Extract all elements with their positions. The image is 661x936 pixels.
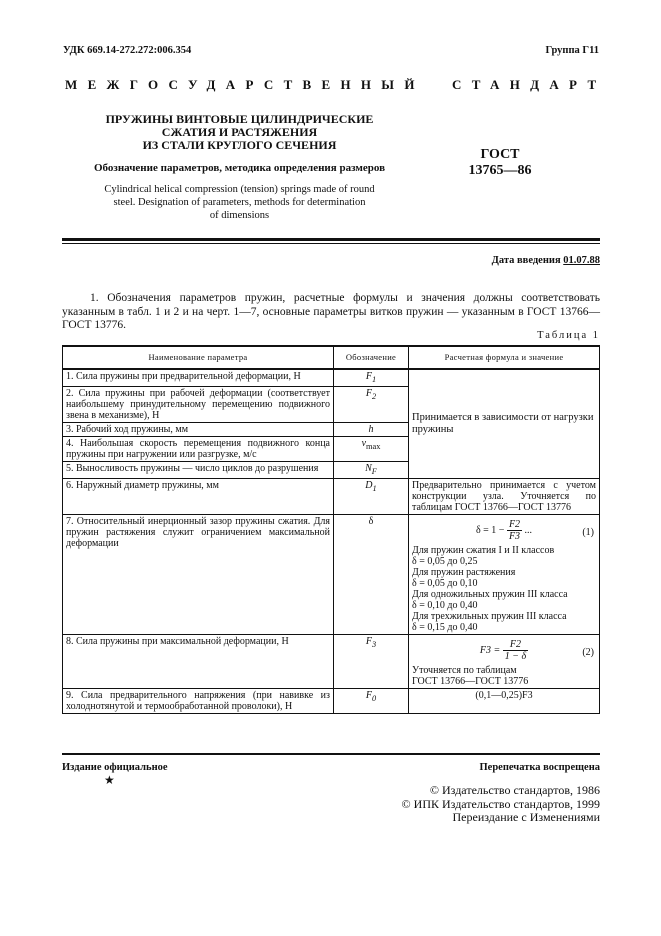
date-value: 01.07.88 (563, 255, 600, 266)
section-paragraph: 1. Обозначения параметров пружин, расчетные формулы и значения должны соответствовать указанным в табл. 1 и 2 и на черт. 1—7, основные параметры витков пружин — указанным в ГОСТ 13766—ГОСТ 13776. (62, 292, 600, 331)
copyright-line: © Издательство стандартов, 1986 (429, 783, 600, 797)
param-symbol: $N_F$ (334, 462, 409, 479)
formula-note: δ = 0,05 до 0,25 (412, 556, 478, 567)
edition-label: Издание официальное (62, 762, 168, 773)
document-subtitle: Обозначение параметров, методика определения размеров (93, 162, 386, 174)
table-row (63, 515, 600, 635)
formula-note: Уточняется по таблицам (412, 665, 517, 676)
table-row (63, 479, 600, 515)
param-name: 3. Рабочий ход пружины, мм (63, 423, 334, 437)
introduction-date (492, 255, 600, 266)
table-header-row (63, 346, 600, 369)
formula-cell (409, 515, 600, 635)
gost-designation (435, 147, 565, 179)
param-symbol: $F_2$ (334, 387, 409, 423)
equation-number: (1) (582, 527, 594, 538)
formula-2: F3 = $\frac{F2}{1 - \delta}$ (2) (479, 639, 594, 662)
title-line: ПРУЖИНЫ ВИНТОВЫЕ ЦИЛИНДРИЧЕСКИЕ (105, 112, 374, 126)
param-name: 7. Относительный инерционный зазор пружины сжатия. Для пружин растяжения служит ограничением максимальной деформации (63, 515, 334, 635)
standard-type-word1: МЕЖГОСУДАРСТВЕННЫЙ (65, 77, 425, 92)
title-en-line: of dimensions (209, 210, 270, 221)
document-title-ru (62, 113, 417, 152)
document-title-en (62, 183, 417, 222)
param-name: 1. Сила пружины при предварительной деформации, Н (63, 369, 334, 387)
table-row (63, 689, 600, 714)
udk-code: УДК 669.14-272.272:006.354 (63, 45, 192, 56)
header-parameter: Наименование параметра (63, 346, 334, 369)
header-formula: Расчетная формула и значение (409, 346, 600, 369)
header-divider-thin (62, 243, 600, 244)
copyright-block (402, 784, 600, 825)
formula-note: Для пружин сжатия I и II классов (412, 545, 555, 556)
param-symbol: $F_1$ (334, 369, 409, 387)
formula-note: ГОСТ 13766—ГОСТ 13776 (412, 676, 529, 687)
formula-text: Предварительно принимается с учетом конструкции узла. Уточняется по таблицам ГОСТ 13766—ГОСТ 13776 (409, 479, 600, 515)
gost-number: 13765—86 (468, 163, 532, 178)
parameters-table (62, 345, 600, 714)
title-en-line: steel. Designation of parameters, methods for determination (113, 197, 366, 208)
formula-note: Для трехжильных пружин III класса (412, 611, 567, 622)
title-line: ИЗ СТАЛИ КРУГЛОГО СЕЧЕНИЯ (142, 138, 337, 152)
param-symbol: $F_3$ (334, 635, 409, 689)
merged-formula: Принимается в зависимости от нагрузки пружины (409, 369, 600, 479)
star-icon: ★ (104, 773, 115, 787)
table-row (63, 635, 600, 689)
footer-divider (62, 753, 600, 755)
param-symbol: δ (334, 515, 409, 635)
copyright-line: Переиздание с Изменениями (452, 810, 600, 824)
table-row (63, 369, 600, 387)
param-symbol: $D_1$ (334, 479, 409, 515)
param-name: 2. Сила пружины при рабочей деформации (соответствует наибольшему принудительному перемещению подвижного звена в механизме), Н (63, 387, 334, 423)
title-en-line: Cylindrical helical compression (tension) springs made of round (104, 184, 375, 195)
standard-type-word2: СТАНДАРТ (452, 77, 607, 92)
param-symbol: $v_{max}$ (334, 437, 409, 462)
header-divider (62, 238, 600, 241)
copyright-line: © ИПК Издательство стандартов, 1999 (401, 796, 600, 811)
table-label: Таблица 1 (537, 330, 600, 341)
formula-note: δ = 0,15 до 0,40 (412, 622, 478, 633)
formula-note: δ = 0,05 до 0,10 (412, 578, 478, 589)
param-name: 4. Наибольшая скорость перемещения подвижного конца пружины при нагружении или разгрузке, м/с (63, 437, 334, 462)
title-line: СЖАТИЯ И РАСТЯЖЕНИЯ (161, 125, 318, 139)
param-name: 8. Сила пружины при максимальной деформации, Н (63, 635, 334, 689)
reprint-notice: Перепечатка воспрещена (479, 762, 600, 773)
formula-note: Для одножильных пружин III класса (412, 589, 568, 600)
header-symbol: Обозначение (334, 346, 409, 369)
param-name: 9. Сила предварительного напряжения (при навивке из холоднотянутой и термообработанной проволоки), Н (63, 689, 334, 714)
formula-cell (409, 635, 600, 689)
formula-1: δ = 1 − $\frac{F2}{F3}$ ... (1) (475, 519, 594, 542)
date-label: Дата введения (491, 255, 561, 266)
param-symbol: $F_0$ (334, 689, 409, 714)
param-name: 5. Выносливость пружины — число циклов до разрушения (63, 462, 334, 479)
formula-note: Для пружин растяжения (412, 567, 516, 578)
formula-text: (0,1—0,25)F3 (409, 689, 600, 714)
formula-note: δ = 0,10 до 0,40 (412, 600, 478, 611)
group-code: Группа Г11 (545, 45, 599, 56)
param-symbol: h (334, 423, 409, 437)
equation-number: (2) (582, 647, 594, 658)
gost-label: ГОСТ (480, 147, 520, 162)
param-name: 6. Наружный диаметр пружины, мм (63, 479, 334, 515)
